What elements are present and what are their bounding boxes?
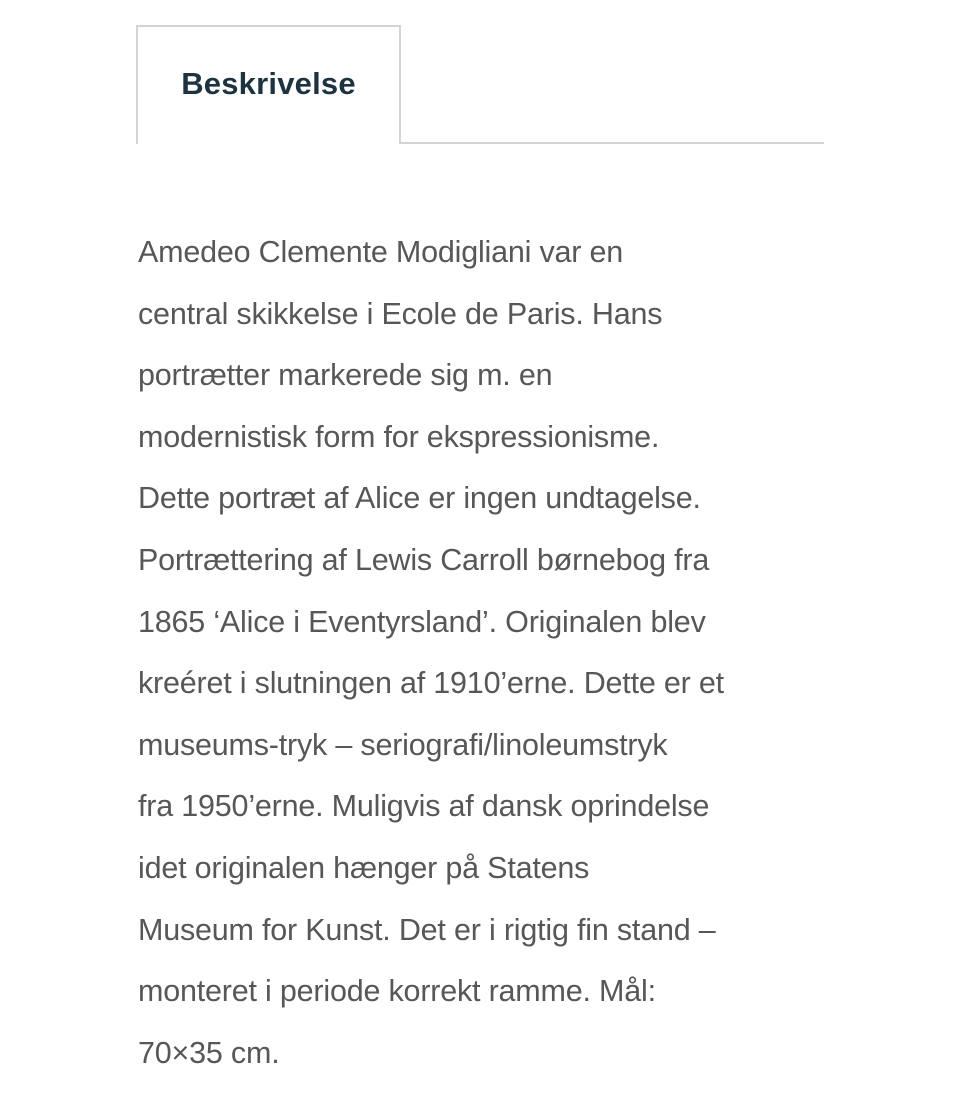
description-line: monteret i periode korrekt ramme. Mål: [138,974,656,1009]
tab-divider [401,142,824,144]
description-line: idet originalen hænger på Statens [138,850,590,885]
description-line: Amedeo Clemente Modigliani var en [138,235,624,269]
description-line: Portrættering af Lewis Carroll børnebog fra [138,542,710,577]
description-line: central skikkelse i Ecole de Paris. Hans [138,296,663,331]
description-line: portrætter markerede sig m. en [138,358,553,393]
description-line: Museum for Kunst. Det er i rigtig fin stand – [138,912,716,947]
description-line: museums-tryk – seriografi/linoleumstryk [138,727,668,762]
description-line: modernistisk form for ekspressionisme. [138,419,660,454]
description-line: kreéret i slutningen af 1910’erne. Dette er et [138,666,724,701]
tab-bar [136,25,824,145]
description-line: Dette portræt af Alice er ingen undtagelse. [138,481,701,516]
description-line: 70×35 cm. [138,1035,280,1070]
tab-beskrivelse[interactable] [136,25,401,144]
description-line: 1865 ‘Alice i Eventyrsland’. Originalen blev [138,604,706,639]
description-line: fra 1950’erne. Muligvis af dansk oprindelse [138,789,710,824]
product-description [138,222,838,1084]
tab-label: Beskrivelse [181,66,356,101]
